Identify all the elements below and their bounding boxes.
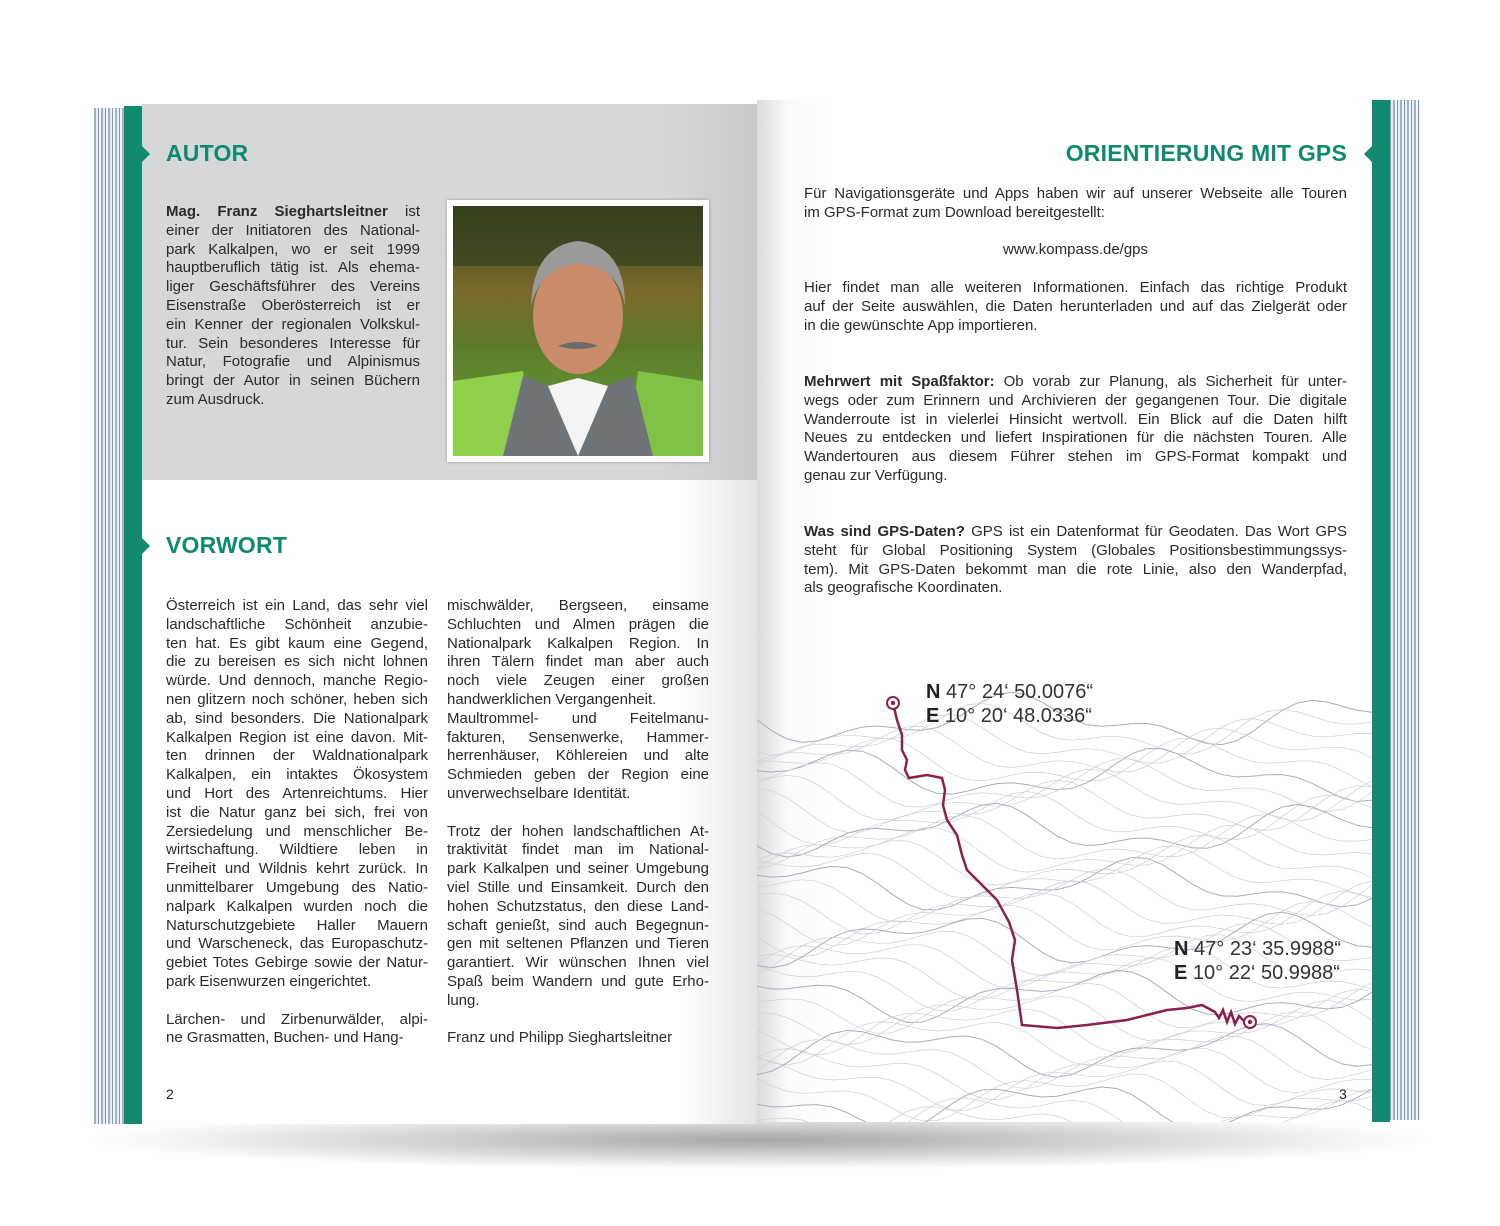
text-line: Nationalpark Kalkalpen Region. In bbox=[447, 634, 709, 652]
text-line: und Hort des Artenreichtums. Hier bbox=[166, 784, 428, 802]
end-coordinates: N 47° 23‘ 35.9988“ E 10° 22‘ 50.9988“ bbox=[1174, 938, 1342, 984]
text-line: ten hat. Es gibt kaum eine Gegend, bbox=[166, 634, 428, 652]
text-line: ihren Tälern findet man aber auch bbox=[447, 653, 709, 671]
text-line: genau zur Verfügung. bbox=[804, 466, 948, 484]
text-line: einer der Initiatoren des National- bbox=[166, 221, 420, 239]
text-line: Zersiedelung und menschlicher Be- bbox=[166, 822, 428, 840]
text-line: Hier findet man alle weiteren Informationen. Einfach das richtige Produkt bbox=[804, 279, 1347, 296]
text-line: Wandertouren aus diesem Führer stehen im GPS-Format kompakt und bbox=[804, 448, 1347, 466]
mehrwert-lead: Mehrwert mit Spaßfaktor: bbox=[804, 373, 995, 390]
text-line: ab, sind besonders. Die Nationalpark bbox=[166, 709, 428, 727]
text-line: Naturschutzgebiete Haller Mauern bbox=[166, 916, 428, 934]
text-line: fakturen, Sensenwerke, Hammer- bbox=[447, 728, 709, 746]
text-line: traktivität findet man im National- bbox=[447, 841, 709, 859]
text-line: Kalkalpen Region ist eine davon. Mit- bbox=[166, 728, 428, 746]
gps-info bbox=[804, 279, 1347, 335]
text-line: herrenhäuser, Köhlereien und alte bbox=[447, 747, 709, 765]
text-line: steht für Global Positioning System (Globales Positionsbestimmungssys- bbox=[804, 541, 1347, 559]
text-line: nen glitzern noch schöner, heben sich bbox=[166, 690, 428, 708]
gpsdaten-lead: Was sind GPS-Daten? bbox=[804, 523, 965, 540]
text-line: und Warscheneck, das Europaschutz- bbox=[166, 935, 428, 953]
contour-line bbox=[757, 759, 1372, 812]
right-page bbox=[757, 100, 1372, 1122]
text-line: park Eisenwurzen eingerichtet. bbox=[166, 972, 372, 990]
contour-line bbox=[757, 803, 1372, 857]
gpsdaten-paragraph bbox=[804, 523, 1347, 598]
text-line: tur. Sein besonderes Interesse für bbox=[166, 334, 420, 352]
vorwort-heading: VORWORT bbox=[166, 532, 288, 558]
vorwort-column-2 bbox=[447, 597, 709, 1048]
text-line: hauptberuflich tätig ist. Als ehema- bbox=[166, 259, 420, 277]
text-line: Spaß beim Wandern und gute Erho- bbox=[447, 972, 709, 990]
heading-marker-icon bbox=[1364, 146, 1372, 162]
text-line: wirtschaftung. Wildtiere leben in bbox=[166, 841, 428, 859]
contour-line bbox=[757, 869, 1372, 922]
text-line: Kalkalpen, ein intaktes Ökosystem bbox=[166, 766, 428, 784]
author-name: Mag. Franz Sieghartsleitner bbox=[166, 203, 388, 220]
text-line: GPS ist ein Datenformat für Geodaten. Das Wort GPS bbox=[964, 523, 1347, 540]
text-line: schaft genießt, sind auch Begegnun- bbox=[447, 916, 709, 934]
text-line: ist die Natur ganz bei sich, frei von bbox=[166, 803, 428, 821]
contour-line bbox=[757, 1101, 1372, 1122]
text-line: ten drinnen der Waldnationalpark bbox=[166, 747, 428, 765]
contour-line bbox=[757, 726, 1372, 772]
text-line: unverwechselbare Identität. bbox=[447, 784, 631, 802]
text-line: Eisenstraße Oberösterreich ist er bbox=[166, 296, 420, 314]
contour-line bbox=[757, 989, 1372, 1045]
text-line: handwerklichen Vergangenheit. bbox=[447, 690, 657, 708]
text-line: als geografische Koordinaten. bbox=[804, 579, 1003, 597]
text-line: zum Ausdruck. bbox=[166, 390, 265, 408]
route-start-marker-icon bbox=[887, 697, 899, 709]
heading-marker-icon bbox=[142, 538, 150, 554]
contour-line bbox=[757, 738, 1372, 787]
page-number-right: 3 bbox=[1339, 1086, 1347, 1102]
paragraph-gap bbox=[447, 1011, 709, 1030]
bio-line: ist bbox=[387, 203, 420, 220]
heading-marker-icon bbox=[142, 146, 150, 162]
contour-line bbox=[757, 749, 1372, 802]
gps-heading: ORIENTIERUNG MIT GPS bbox=[1065, 140, 1347, 166]
text-line: nalpark Kalkalpen wurden noch die bbox=[166, 897, 428, 915]
text-line: Schluchten und Almen prägen die bbox=[447, 615, 709, 633]
text-line: ein Kenner der regionalen Volkskul- bbox=[166, 315, 420, 333]
text-line: park Kalkalpen, wo er seit 1999 bbox=[166, 240, 420, 258]
text-line: Österreich ist ein Land, das sehr viel bbox=[166, 597, 428, 614]
text-line: Natur, Fotografie und Alpinismus bbox=[166, 353, 420, 371]
contour-line bbox=[757, 1049, 1372, 1100]
text-line: noch viele Zeugen einer großen bbox=[447, 672, 709, 690]
paragraph-gap bbox=[447, 804, 709, 823]
autor-heading: AUTOR bbox=[166, 140, 249, 166]
text-line: bringt der Autor in seinen Büchern bbox=[166, 372, 420, 390]
text-line: Schmieden geben der Region eine bbox=[447, 766, 709, 784]
contour-line bbox=[757, 1087, 1372, 1122]
text-line: tem). Mit GPS-Daten bekommt man die rote Linie, also den Wanderpfad, bbox=[804, 560, 1347, 578]
start-coordinates: N 47° 24‘ 50.0076“ E 10° 20‘ 48.0336“ bbox=[926, 681, 1094, 727]
vorwort-column-1 bbox=[166, 597, 428, 1048]
green-edge-strip-left bbox=[124, 106, 142, 1124]
text-line: in die gewünschte App importieren. bbox=[804, 316, 1038, 334]
text-line: auf der Seite auswählen, die Daten herunterladen und auf das Zielgerät oder bbox=[804, 297, 1347, 315]
text-line: Lärchen- und Zirbenurwälder, alpi- bbox=[166, 1010, 428, 1028]
text-line: die zu bereisen es sich nicht lohnen bbox=[166, 653, 428, 671]
text-line: landschaftliche Schönheit anzubie- bbox=[166, 615, 428, 633]
text-line: würde. Und dennoch, manche Regio- bbox=[166, 672, 428, 690]
text-line: Ob vorab zur Planung, als Sicherheit für unter- bbox=[994, 373, 1347, 390]
text-line: Franz und Philipp Sieghartsleitner bbox=[447, 1029, 673, 1047]
page-edges-left bbox=[94, 108, 126, 1124]
paragraph-gap bbox=[166, 992, 428, 1011]
contour-line bbox=[757, 881, 1372, 934]
text-line: mischwälder, Bergseen, einsame bbox=[447, 597, 709, 614]
text-line: unmittelbarer Umgebung des Natio- bbox=[166, 878, 428, 896]
text-line: liger Geschäftsführer des Vereins bbox=[166, 278, 420, 296]
contour-line bbox=[757, 780, 1372, 832]
text-line: lung. bbox=[447, 991, 480, 1009]
text-line: ne Grasmatten, Buchen- und Hang- bbox=[166, 1029, 404, 1047]
gps-url-link[interactable]: www.kompass.de/gps bbox=[1002, 241, 1149, 258]
page-number-left: 2 bbox=[166, 1086, 174, 1102]
text-line: viel Stille und Einsamkeit. Durch den bbox=[447, 878, 709, 896]
text-line: gebiet Totes Gebirge sowie der Natur- bbox=[166, 954, 428, 972]
text-line: garantiert. Wir wünschen Ihnen viel bbox=[447, 954, 709, 972]
text-line: Maultrommel- und Feitelmanu- bbox=[447, 709, 709, 727]
contour-line bbox=[757, 814, 1372, 868]
text-line: im GPS-Format zum Download bereitgestellt: bbox=[804, 203, 1105, 221]
author-bio bbox=[166, 203, 420, 410]
text-line: Neues zu entdecken und liefert Inspirationen für die nächsten Touren. Alle bbox=[804, 429, 1347, 447]
text-line: park Kalkalpen und seiner Umgebung bbox=[447, 860, 709, 878]
route-end-marker-icon bbox=[1244, 1016, 1256, 1028]
topographic-map bbox=[757, 660, 1372, 1122]
text-line: wegs oder zum Erinnern und Archivieren der gegangenen Tour. Die digitale bbox=[804, 391, 1347, 409]
author-photo bbox=[447, 200, 709, 462]
text-line: Für Navigationsgeräte und Apps haben wir auf unserer Webseite alle Touren bbox=[804, 185, 1347, 202]
page-edges-right bbox=[1388, 100, 1420, 1120]
text-line: Trotz der hohen landschaftlichen At- bbox=[447, 822, 709, 840]
contour-line bbox=[757, 1089, 1372, 1122]
green-edge-strip-right bbox=[1372, 100, 1390, 1122]
mehrwert-paragraph bbox=[804, 373, 1347, 486]
text-line: gen mit seltenen Pflanzen und Tieren bbox=[447, 935, 709, 953]
text-line: Freiheit und Wildnis kehrt zurück. In bbox=[166, 860, 428, 878]
gps-intro bbox=[804, 185, 1347, 223]
text-line: hohen Schutzstatus, den diese Land- bbox=[447, 897, 709, 915]
contour-line bbox=[757, 825, 1372, 872]
text-line: Wanderroute ist in vielerlei Hinsicht wertvoll. Ein Blick auf die Daten hilft bbox=[804, 410, 1347, 428]
contour-line bbox=[757, 769, 1372, 821]
left-page bbox=[142, 104, 757, 1124]
